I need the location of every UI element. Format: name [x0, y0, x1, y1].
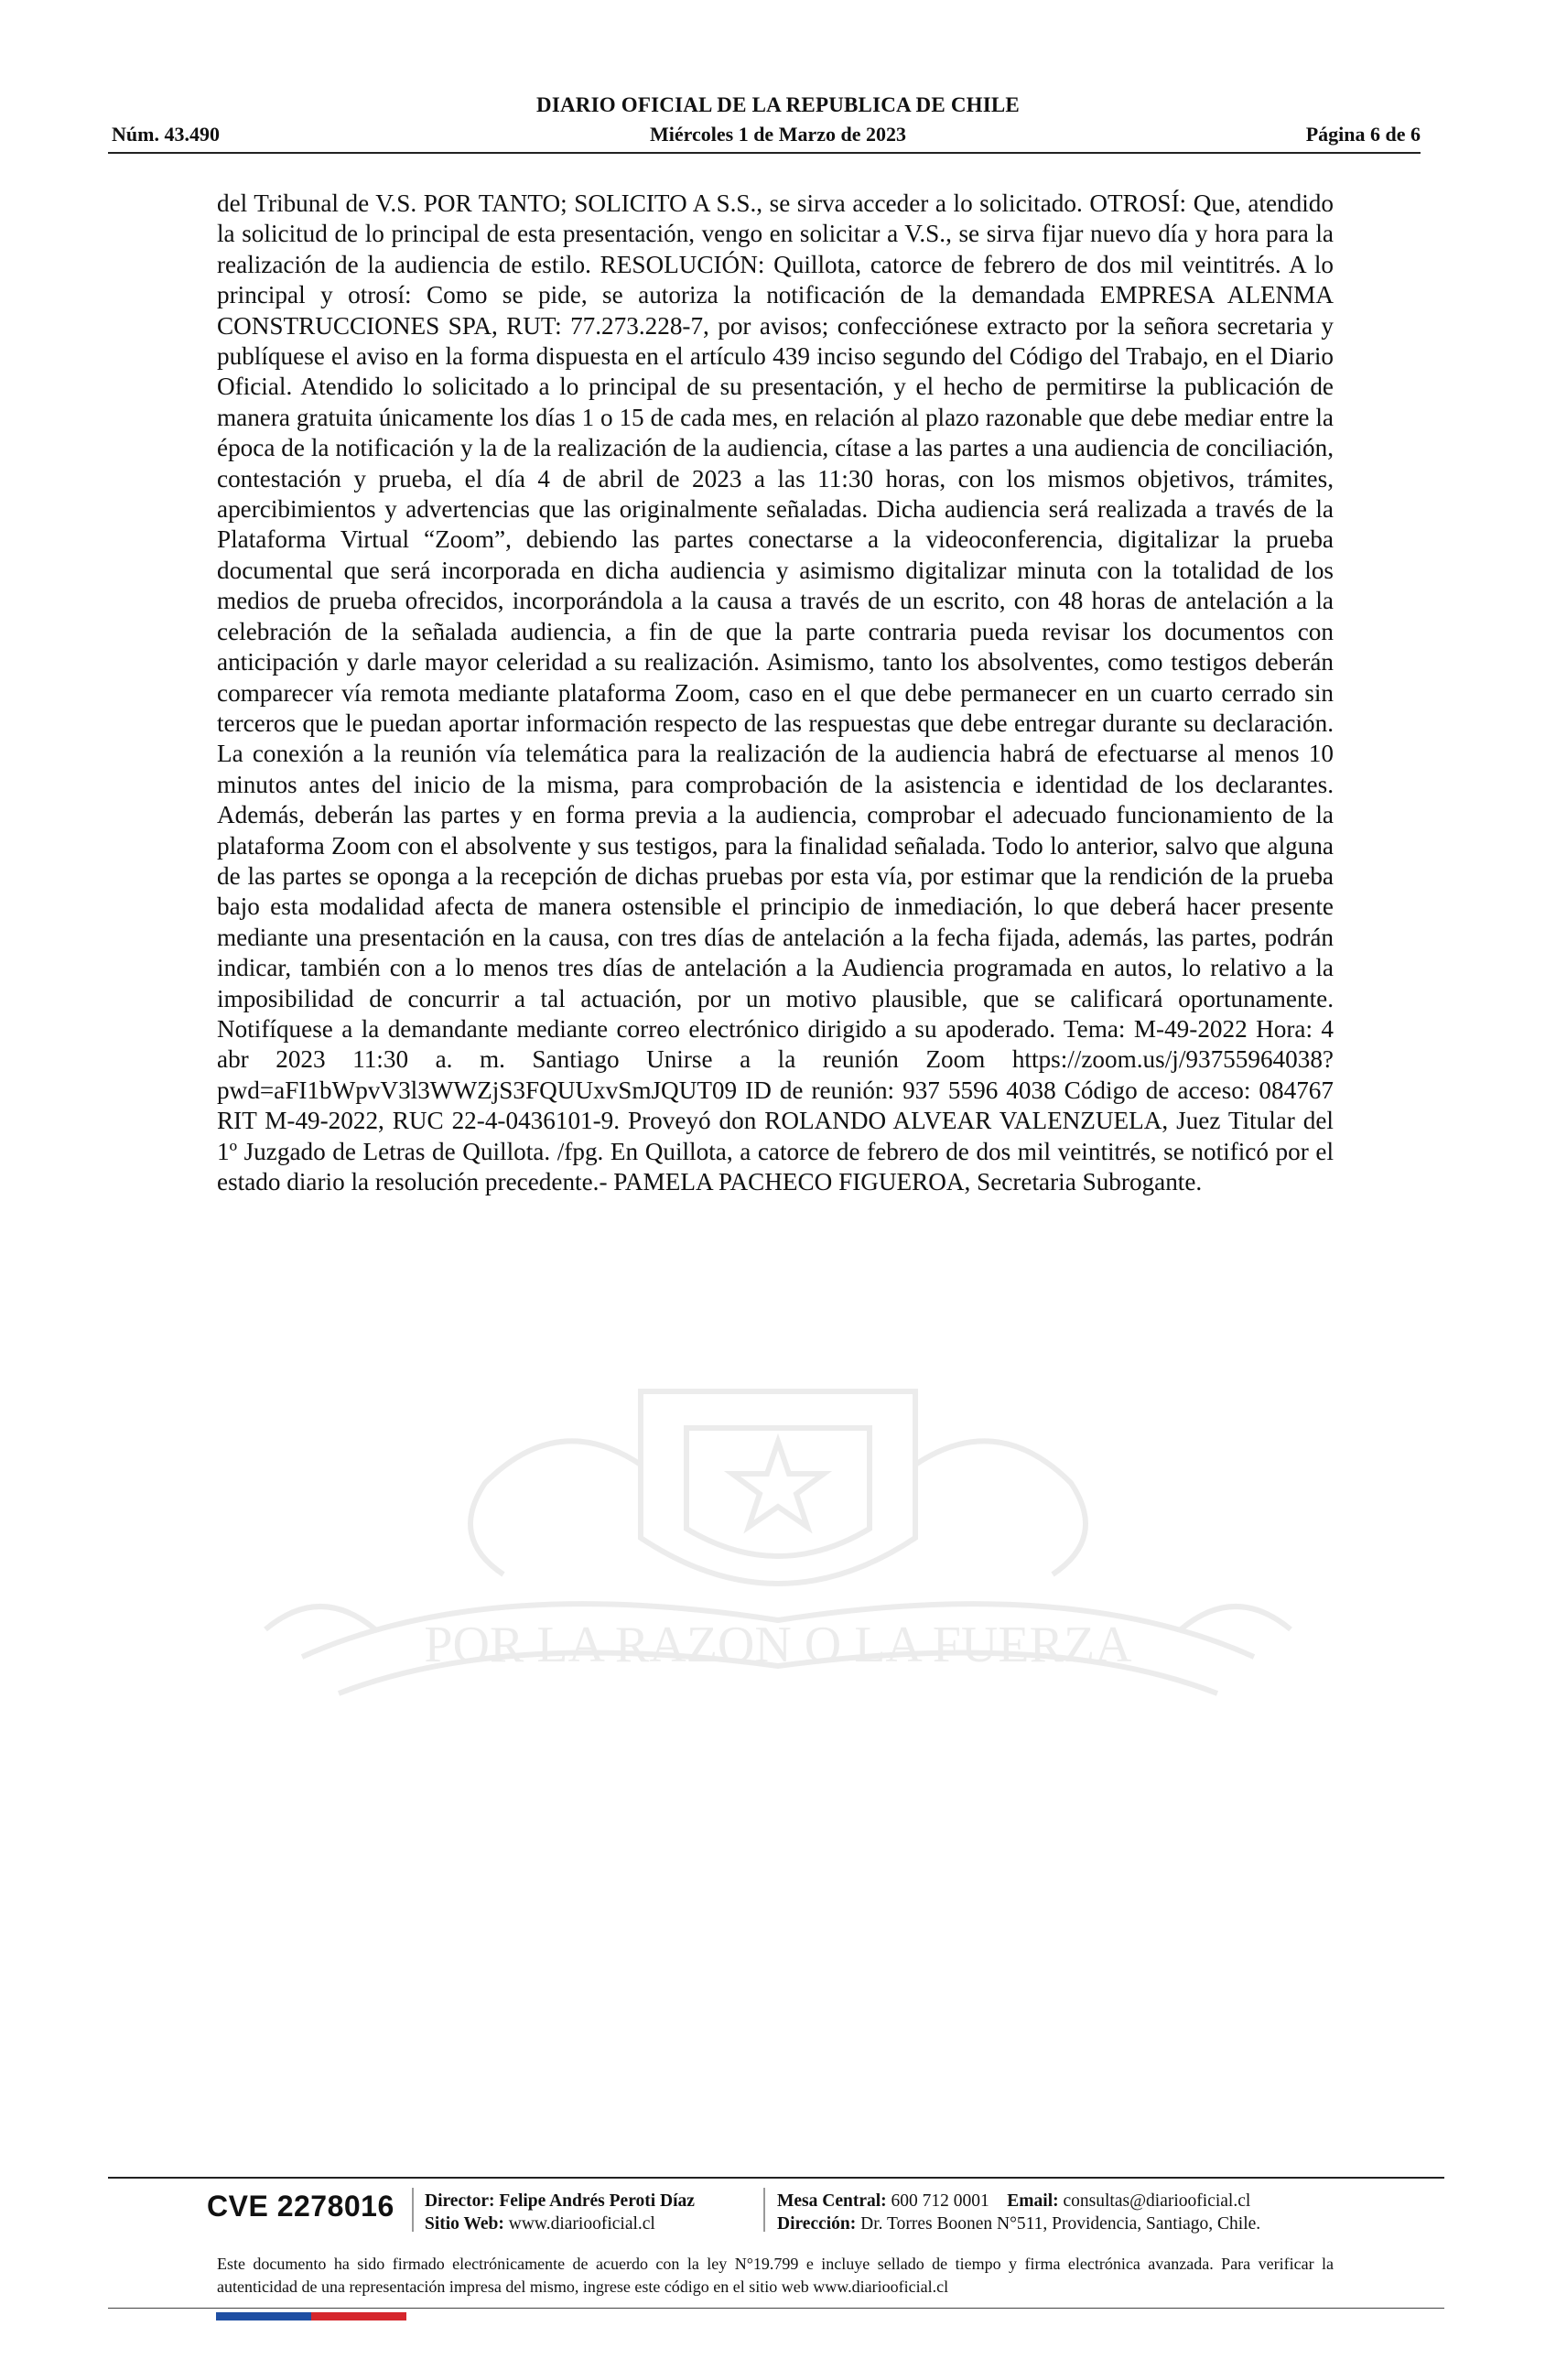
- header-divider: [108, 152, 1421, 154]
- footer-separator: [412, 2188, 414, 2232]
- resolution-text-block: [217, 189, 1334, 1197]
- email-link[interactable]: consultas@diariooficial.cl: [1063, 2191, 1251, 2211]
- newspaper-title: DIARIO OFICIAL DE LA REPUBLICA DE CHILE: [536, 93, 1020, 116]
- mesa-central-phone: 600 712 0001: [891, 2191, 989, 2211]
- director-name: Felipe Andrés Peroti Díaz: [499, 2191, 695, 2211]
- email-label: Email:: [1007, 2191, 1059, 2211]
- mesa-central-label: Mesa Central:: [777, 2191, 887, 2211]
- issue-date: Miércoles 1 de Marzo de 2023: [649, 123, 906, 146]
- issue-number: Núm. 43.490: [112, 123, 220, 146]
- address-label: Dirección:: [777, 2214, 857, 2234]
- coat-of-arms-watermark-icon: [211, 1355, 1345, 1739]
- footer-contact-column: [777, 2190, 1260, 2235]
- website-label: Sitio Web:: [425, 2214, 504, 2234]
- address-value: Dr. Torres Boonen N°511, Providencia, Santiago, Chile.: [860, 2214, 1261, 2234]
- flag-red-segment: [311, 2312, 406, 2320]
- footer-divider-top: [108, 2177, 1444, 2179]
- footer-separator: [763, 2188, 765, 2232]
- flag-blue-segment: [216, 2312, 311, 2320]
- footer-director-column: [425, 2190, 695, 2235]
- watermark-motto: POR LA RAZON O LA FUERZA: [424, 1617, 1132, 1673]
- chile-color-bar: [216, 2312, 406, 2320]
- footer-divider-bottom: [108, 2308, 1444, 2309]
- website-link[interactable]: www.diariooficial.cl: [508, 2214, 655, 2234]
- body-paragraph: del Tribunal de V.S. POR TANTO; SOLICITO A S.S., se sirva acceder a lo solicitado. OTROSÍ: Que, atendido la solicitud de lo principal de esta presentación, vengo en solicitar a V.S., se sirva fijar nuevo día y hora para la realización de la audiencia de estilo. RESOLUCIÓN: Quillota, catorce de febrero de dos mil veintitrés. A lo principal y otrosí: Como se pide, se autoriza la notificación de la demandada EMPRESA ALENMA CONSTRUCCIONES SPA, RUT: 77.273.228-7, por avisos; confecciónese extracto por la señora secretaria y publíquese el aviso en la forma dispuesta en el artículo 439 inciso segundo del Código del Trabajo, en el Diario Oficial. Atendido lo solicitado a lo principal de su presentación, y el hecho de permitirse la publicación de manera gratuita únicamente los días 1 o 15 de cada mes, en relación al plazo razonable que debe mediar entre la época de la notificación y la de la realización de la audiencia, cítase a las partes a una audiencia de conciliación, contestación y prueba, el día 4 de abril de 2023 a las 11:30 horas, con los mismos objetivos, trámites, apercibimientos y advertencias que las originalmente señaladas. Dicha audiencia será realizada a través de la Plataforma Virtual “Zoom”, debiendo las partes conectarse a la videoconferencia, digitalizar la prueba documental que será incorporada en dicha audiencia y asimismo digitalizar minuta con la totalidad de los medios de prueba ofrecidos, incorporándola a la causa a través de un escrito, con 48 horas de antelación a la celebración de la señalada audiencia, a fin de que la parte contraria pueda revisar los documentos con anticipación y darle mayor celeridad a su realización. Asimismo, tanto los absolventes, como testigos deberán comparecer vía remota mediante plataforma Zoom, caso en el que debe permanecer en un cuarto cerrado sin terceros que le puedan aportar información respecto de las respuestas que debe entregar durante su declaración. La conexión a la reunión vía telemática para la realización de la audiencia habrá de efectuarse al menos 10 minutos antes del inicio de la misma, para comprobación de la asistencia e identidad de los declarantes. Además, deberán las partes y en forma previa a la audiencia, comprobar el adecuado funcionamiento de la plataforma Zoom con el absolvente y sus testigos, para la finalidad señalada. Todo lo anterior, salvo que alguna de las partes se oponga a la recepción de dichas pruebas por esta vía, por estimar que la rendición de la prueba bajo esta modalidad afecta de manera ostensible el principio de inmediación, lo que deberá hacer presente mediante una presentación en la causa, con tres días de antelación a la fecha fijada, además, las partes, podrán indicar, también con a lo menos tres días de antelación a la Audiencia programada en autos, lo relativo a la imposibilidad de concurrir a tal actuación, por un motivo plausible, que se calificará oportunamente. Notifíquese a la demandante mediante correo electrónico dirigido a su apoderado. Tema: M-49-2022 Hora: 4 abr 2023 11:30 a. m. Santiago Unirse a la reunión Zoom https://zoom.us/j/93755964038?pwd=aFI1bWpvV3l3WWZjS3FQUUxvSmJQUT09 ID de reunión: 937 5596 4038 Código de acceso: 084767 RIT M-49-2022, RUC 22-4-0436101-9. Proveyó don ROLANDO ALVEAR VALENZUELA, Juez Titular del 1º Juzgado de Letras de Quillota. /fpg. En Quillota, a catorce de febrero de dos mil veintitrés, se notificó por el estado diario la resolución precedente.- PAMELA PACHECO FIGUEROA, Secretaria Subrogante.: [217, 189, 1334, 1195]
- director-label: Director:: [425, 2191, 495, 2211]
- cve-code: CVE 2278016: [207, 2190, 394, 2223]
- legal-notice: Este documento ha sido firmado electrónicamente de acuerdo con la ley N°19.799 e incluye sellado de tiempo y firma electrónica avanzada. Para verificar la autenticidad de una representación impresa del mismo, ingrese este código en el sitio web www.diariooficial.cl: [217, 2255, 1334, 2296]
- page-number: Página 6 de 6: [1305, 123, 1421, 146]
